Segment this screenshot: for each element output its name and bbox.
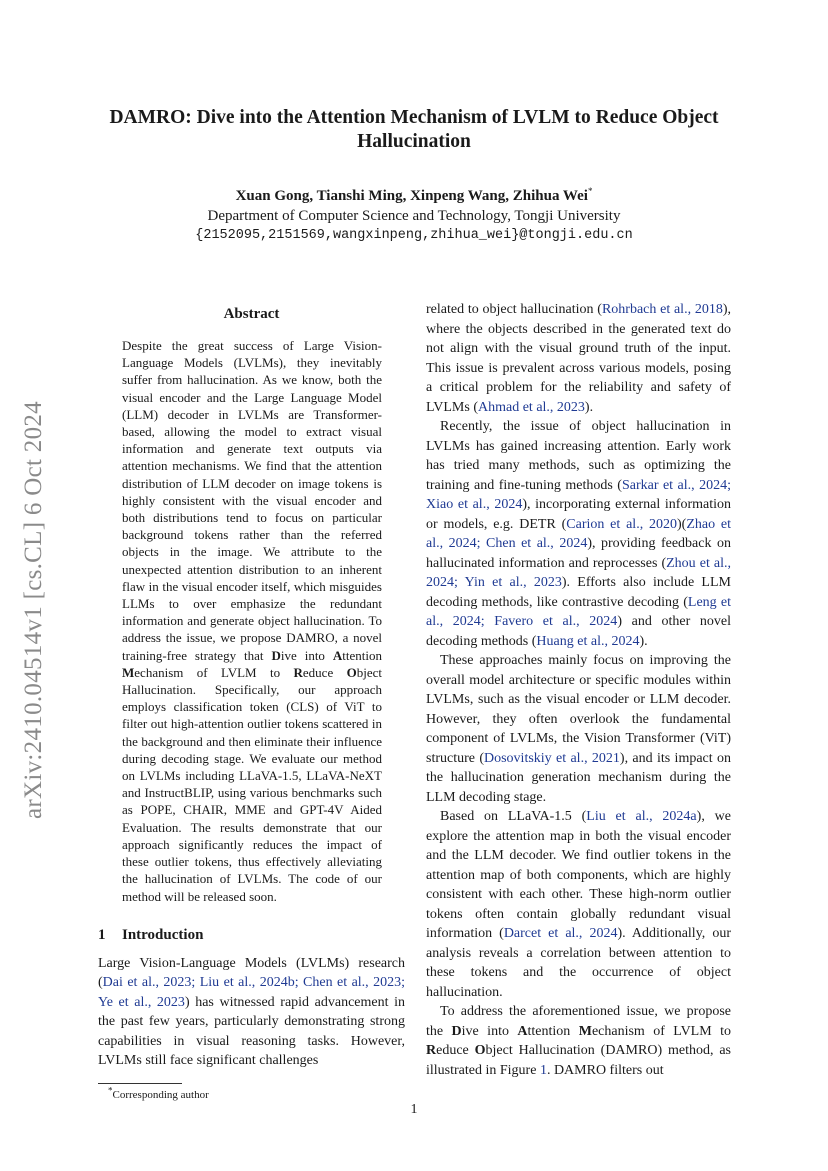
paragraph: To address the aforementioned issue, we propose the Dive into Attention Mechanism of LVLM to Reduce Object Hallucination (DAMRO) method, as illustrated in Figure 1. DAMRO filters out xyxy=(426,1004,731,1078)
paragraph: These approaches mainly focus on improving the overall model architecture or specific modules within LVLMs, such as the visual encoder or LLM decoder. However, they often overlook the fundamental component of LVLMs, the Vision Transformer (ViT) structure (Dosovitskiy et al., 2021), and its impact on the hallucination generation mechanism during the LLM decoding stage. xyxy=(426,653,731,805)
author-emails: {2152095,2151569,wangxinpeng,zhihua_wei}@tongji.edu.cn xyxy=(195,228,633,243)
citation-link[interactable]: Dosovitskiy et al., 2021 xyxy=(484,750,620,766)
left-column xyxy=(98,300,405,1102)
figure-reference-link[interactable]: 1 xyxy=(539,1062,547,1078)
right-column xyxy=(426,300,731,1080)
citation-link[interactable]: Huang et al., 2024 xyxy=(536,633,640,649)
section-heading-introduction: 1 Introduction xyxy=(98,926,204,943)
citation-link[interactable]: Leng et al., 2024; Favero et al., 2024 xyxy=(426,594,732,629)
affiliation: Department of Computer Science and Technology, Tongji University xyxy=(207,208,621,224)
citation-link[interactable]: Darcet et al., 2024 xyxy=(503,926,618,941)
paragraph: Recently, the issue of object hallucination in LVLMs has gained increasing attention. Early work has tried many methods, such as optimizing the training and fine-tuning methods (Sarkar et al., 2024; Xiao et al., 2024), incorporating external information or models, e.g. DETR (Carion et al., 2020)(Zhao et al., 2024; Chen et al., 2024), providing feedback on hallucinated information and reprocesses (Zhou et al., 2024; Yin et al., 2023). Efforts also include LLM decoding methods, like contrastive decoding (Leng et al., 2024; Favero et al., 2024) and other novel decoding methods (Huang et al., 2024). xyxy=(426,419,732,649)
author-names: Xuan Gong, Tianshi Ming, Xinpeng Wang, Zhihua Wei* xyxy=(235,186,593,204)
paper-title: DAMRO: Dive into the Attention Mechanism of LVLM to Reduce Object Hallucination xyxy=(109,107,719,152)
corresponding-mark: * xyxy=(587,186,593,196)
arxiv-identifier: arXiv:2410.04514v1 [cs.CL] 6 Oct 2024 xyxy=(20,401,47,819)
footnote: *Corresponding author xyxy=(108,1085,209,1101)
abstract-text: Despite the great success of Large Vision-Language Models (LVLMs), they inevitably suffer from hallucination. As we know, both the visual encoder and the Large Language Model (LLM) decoder in LVLMs are Transformer-based, allowing the model to extract visual information and generate text outputs via attention mechanisms. We find that the attention distribution of LLM decoder on image tokens is highly consistent with the visual encoder and both distributions tend to focus on particular background tokens rather than the referred objects in the image. We attribute to the unexpected attention distribution to an inherent flaw in the visual encoder itself, which misguides LLMs to over emphasize the redundant information and generate object hallucination. To address the issue, we propose DAMRO, a novel training-free strategy that Dive into Attention Mechanism of LVLM to Reduce Object Hallucination. Specifically, our approach employs classification token (CLS) of ViT to filter out high-attention outlier tokens scattered in the background and then eliminate their influence during decoding stage. We evaluate our method on LVLMs including LLaVA-1.5, LLaVA-NeXT and InstructBLIP, using various benchmarks such as POPE, CHAIR, MME and GPT-4V Aided Evaluation. The results demonstrate that our approach significantly reduces the impact of these outlier tokens, thus effectively alleviating the hallucination of LVLMs. The code of our method will be released soon. xyxy=(122,338,383,904)
citation-link[interactable]: Sarkar et al., 2024; Xiao et al., 2024 xyxy=(426,477,731,512)
citation-link[interactable]: Zhao et al., 2024; Chen et al., 2024 xyxy=(426,516,732,551)
paragraph: related to object hallucination (Rohrbach et al., 2018), where the objects described in the generated text do not align with the visual ground truth of the input. This issue is prevalent across various models, posing a critical problem for the reliability and safety of LVLMs (Ahmad et al., 2023). xyxy=(426,302,731,415)
page-number: 1 xyxy=(410,1102,418,1117)
citation-link[interactable]: Carion et al., 2020 xyxy=(566,516,677,532)
citation-link[interactable]: Liu et al., 2024a xyxy=(586,809,697,824)
intro-paragraph: Large Vision-Language Models (LVLMs) research (Dai et al., 2023; Liu et al., 2024b; Chen et al., 2023; Ye et al., 2023) has witnessed rapid advancement in the past few years, particularly demonstrating strong capabilities in visual reasoning tasks. However, LVLMs still face significant challenges xyxy=(98,955,405,1069)
abstract-heading: Abstract xyxy=(223,306,280,322)
citation-link[interactable]: Zhou et al., 2024; Yin et al., 2023 xyxy=(426,555,731,590)
citation-link[interactable]: Dai et al., 2023; Liu et al., 2024b; Chen et al., 2023; Ye et al., 2023 xyxy=(98,975,405,1010)
paragraph: Based on LLaVA-1.5 (Liu et al., 2024a), we explore the attention map in both the visual encoder and the LLM decoder. We find outlier tokens in the attention map of both components, which are highly consistent with each other. These high-norm outlier tokens often contain globally redundant visual information (Darcet et al., 2024). Additionally, our analysis reveals a correlation between attention to these tokens and the occurrence of object hallucination. xyxy=(426,809,731,1000)
footnote-divider xyxy=(98,1083,182,1084)
citation-link[interactable]: Rohrbach et al., 2018 xyxy=(601,302,723,317)
author-block xyxy=(90,186,738,246)
citation-link[interactable]: Ahmad et al., 2023 xyxy=(478,399,585,415)
